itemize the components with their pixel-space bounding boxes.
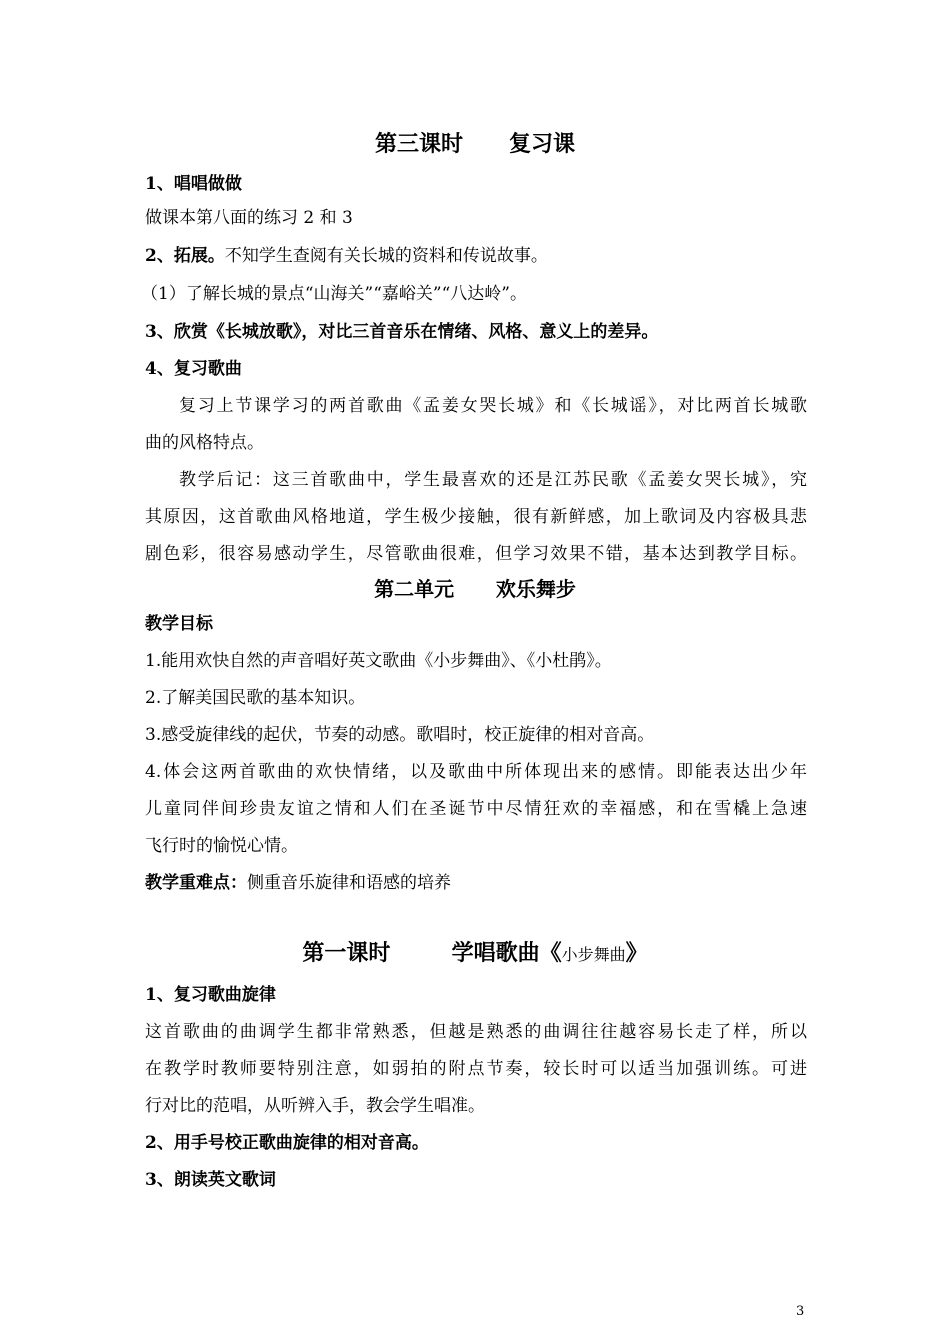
- unit-title: 第二单元 欢乐舞步: [374, 577, 576, 601]
- heading-extension: [145, 244, 815, 268]
- paragraph-notes-line-3: 剧色彩，很容易感动学生，尽管歌曲很难，但学习效果不错，基本达到教学目标。: [145, 544, 807, 564]
- paragraph-review-line-2: 曲的风格特点。: [145, 433, 264, 453]
- lesson-title-first: [0, 938, 950, 970]
- lesson-title-end: 》: [625, 940, 648, 966]
- heading-extension-label: 2、拓展。: [145, 246, 225, 266]
- paragraph-notes-line-1: 教学后记：这三首歌曲中，学生最喜欢的还是江苏民歌《孟姜女哭长城》，究: [179, 470, 807, 490]
- heading-read-lyrics: 3、朗读英文歌词: [145, 1170, 276, 1190]
- paragraph-exercise: 做课本第八面的练习 2 和 3: [145, 208, 353, 228]
- page-number: 3: [796, 1304, 805, 1319]
- heading-teaching-goals: 教学目标: [145, 614, 213, 634]
- goal-4-line-3: 飞行时的愉悦心情。: [145, 836, 298, 856]
- heading-hand-signs: 2、用手号校正歌曲旋律的相对音高。: [145, 1133, 429, 1153]
- goal-1: 1.能用欢快自然的声音唱好英文歌曲《小步舞曲》、《小杜鹃》。: [145, 651, 612, 671]
- lesson-title-review: 第三课时 复习课: [375, 131, 575, 157]
- goal-4-line-1: 4.体会这两首歌曲的欢快情绪，以及歌曲中所体现出来的感情。即能表达出少年: [145, 762, 807, 782]
- paragraph-melody-line-3: 行对比的范唱，从听辨入手，教会学生唱准。: [145, 1096, 485, 1116]
- lesson-title-main: 第一课时 学唱歌曲《: [302, 940, 562, 966]
- key-points: [145, 871, 815, 895]
- key-points-text: 侧重音乐旋律和语感的培养: [247, 873, 451, 893]
- heading-extension-text: 不知学生查阅有关长城的资料和传说故事。: [224, 246, 548, 266]
- heading-sing-and-do: 1、唱唱做做: [145, 174, 242, 194]
- heading-appreciate: 3、欣赏《长城放歌》，对比三首音乐在情绪、风格、意义上的差异。: [145, 322, 659, 342]
- goal-3: 3.感受旋律线的起伏，节奏的动感。歌唱时，校正旋律的相对音高。: [145, 725, 655, 745]
- paragraph-melody-line-2: 在教学时教师要特别注意，如弱拍的附点节奏，较长时可以适当加强训练。可进: [145, 1059, 807, 1079]
- paragraph-review-line-1: 复习上节课学习的两首歌曲《孟姜女哭长城》和《长城谣》，对比两首长城歌: [179, 396, 807, 416]
- paragraph-great-wall-sites: （1）了解长城的景点“山海关”“嘉峪关”“八达岭”。: [141, 284, 527, 304]
- heading-review-melody: 1、复习歌曲旋律: [145, 985, 276, 1005]
- paragraph-melody-line-1: 这首歌曲的曲调学生都非常熟悉，但越是熟悉的曲调往往越容易长走了样，所以: [145, 1022, 807, 1042]
- goal-2: 2.了解美国民歌的基本知识。: [145, 688, 366, 708]
- heading-review-songs: 4、复习歌曲: [145, 359, 242, 379]
- key-points-label: 教学重难点：: [145, 873, 247, 893]
- lesson-title-song: 小步舞曲: [561, 945, 626, 964]
- paragraph-notes-line-2: 其原因，这首歌曲风格地道，学生极少接触，很有新鲜感，加上歌词及内容极具悲: [145, 507, 807, 527]
- goal-4-line-2: 儿童同伴间珍贵友谊之情和人们在圣诞节中尽情狂欢的幸福感，和在雪橇上急速: [145, 799, 807, 819]
